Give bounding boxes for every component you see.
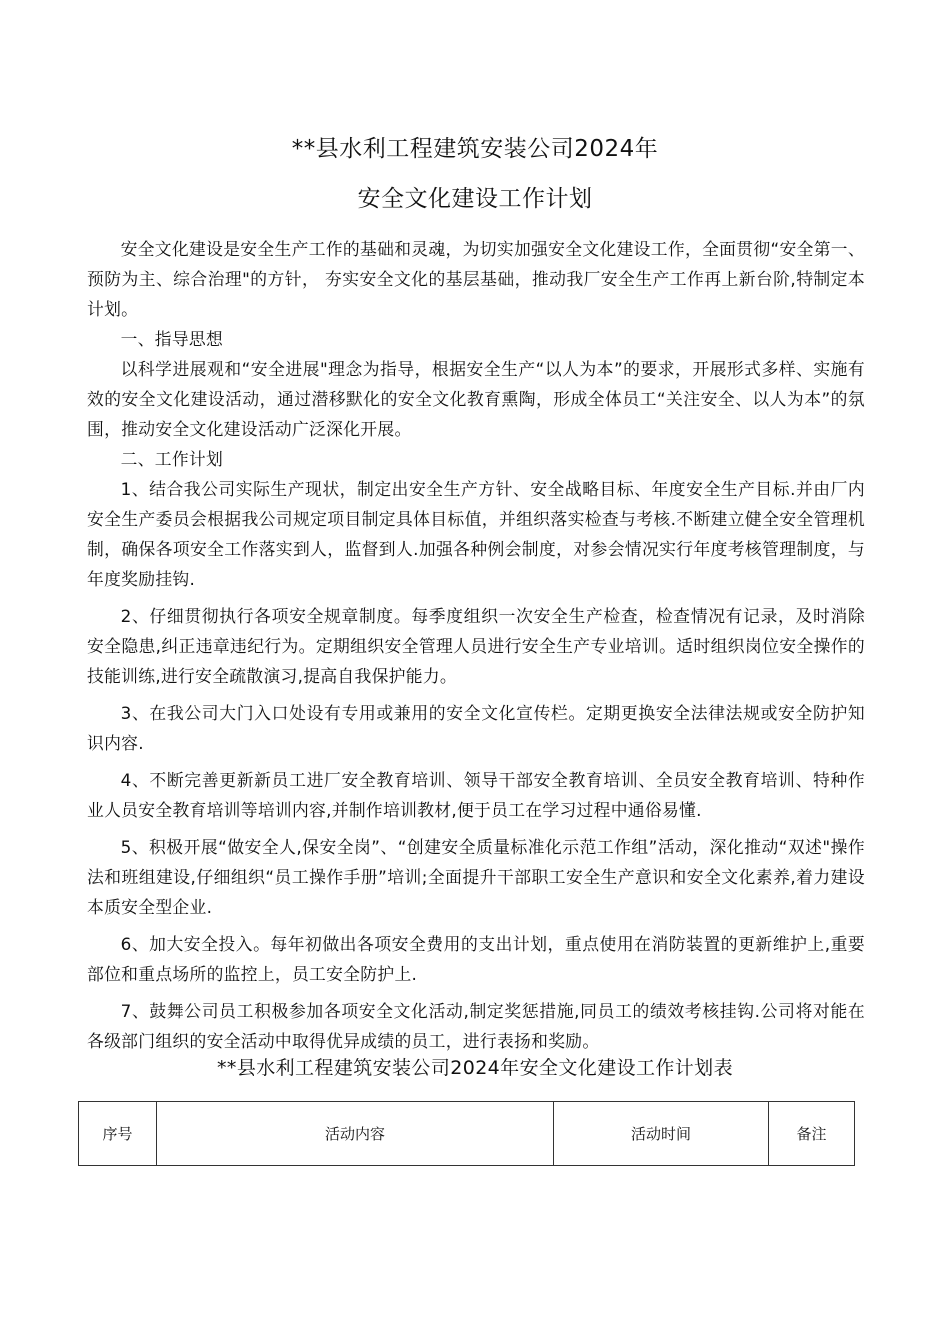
section-heading-guiding-ideology: 一、指导思想 — [120, 329, 224, 349]
document-title: **县水利工程建筑安装公司2024年 — [291, 136, 659, 162]
guiding-ideology-paragraph: 以科学进展观和“安全进展"理念为指导，根据安全生产“以人为本”的要求，开展形式多样、实施有效的安全文化建设活动，通过潜移默化的安全文化教育熏陶，形成全体员工“关注安全、以人为本”的氛围，推动安全文化建设活动广泛深化开展。 — [87, 359, 865, 439]
header-activity-time: 活动时间 — [554, 1102, 769, 1166]
plan-item: 4、不断完善更新新员工进厂安全教育培训、领导干部安全教育培训、全员安全教育培训、特种作业人员安全教育培训等培训内容,并制作培训教材,便于员工在学习过程中通俗易懂. — [87, 770, 865, 820]
plan-item: 1、结合我公司实际生产现状，制定出安全生产方针、安全战略目标、年度安全生产目标.并由厂内安全生产委员会根据我公司规定项目制定具体目标值，并组织落实检查与考核.不断建立健全安全管理机制，确保各项安全工作落实到人，监督到人.加强各种例会制度，对参会情况实行年度考核管理制度，与年度奖励挂钩. — [87, 479, 865, 589]
header-activity-content: 活动内容 — [157, 1102, 554, 1166]
header-remarks: 备注 — [769, 1102, 855, 1166]
plan-item: 5、积极开展“做安全人,保安全岗”、“创建安全质量标准化示范工作组”活动，深化推动“双述"操作法和班组建设,仔细组织“员工操作手册”培训;全面提升干部职工安全生产意识和安全文化素养,着力建设本质安全型企业. — [87, 837, 865, 917]
plan-item: 2、仔细贯彻执行各项安全规章制度。每季度组织一次安全生产检查，检查情况有记录，及时消除安全隐患,纠正违章违纪行为。定期组织安全管理人员进行安全生产专业培训。适时组织岗位安全操作的技能训练,进行安全疏散演习,提高自我保护能力。 — [87, 606, 865, 686]
intro-paragraph: 安全文化建设是安全生产工作的基础和灵魂，为切实加强安全文化建设工作，全面贯彻“安全第一、预防为主、综合治理"的方针， 夯实安全文化的基层基础，推动我厂安全生产工作再上新台阶,特制定本计划。 — [87, 239, 865, 319]
plan-item: 7、鼓舞公司员工积极参加各项安全文化活动,制定奖惩措施,同员工的绩效考核挂钩.公司将对能在各级部门组织的安全活动中取得优异成绩的员工，进行表扬和奖励。 — [87, 1001, 865, 1051]
header-serial-number: 序号 — [79, 1102, 157, 1166]
table-header-row — [79, 1102, 855, 1166]
document-subtitle: 安全文化建设工作计划 — [357, 186, 593, 212]
plan-item: 6、加大安全投入。每年初做出各项安全费用的支出计划，重点使用在消防装置的更新维护上,重要部位和重点场所的监控上，员工安全防护上. — [87, 934, 865, 984]
plan-table — [78, 1101, 855, 1166]
plan-item: 3、在我公司大门入口处设有专用或兼用的安全文化宣传栏。定期更换安全法律法规或安全防护知识内容. — [87, 703, 865, 753]
document-body — [87, 234, 865, 1063]
table-title: **县水利工程建筑安装公司2024年安全文化建设工作计划表 — [217, 1057, 733, 1079]
section-heading-work-plan: 二、工作计划 — [120, 449, 224, 469]
